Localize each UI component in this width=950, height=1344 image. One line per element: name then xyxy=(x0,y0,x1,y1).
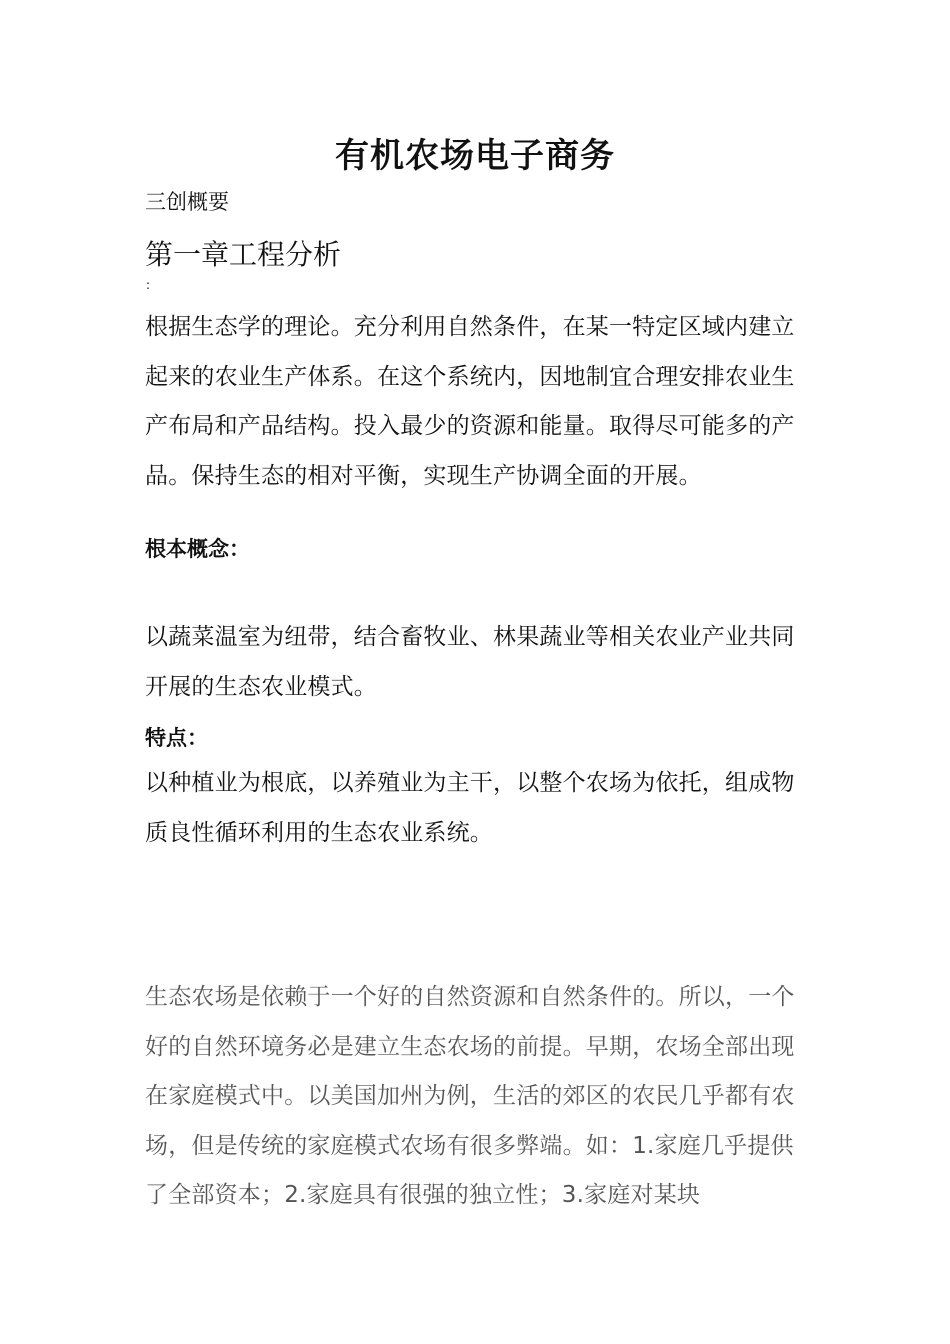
document-title: 有机农场电子商务 xyxy=(335,136,615,176)
features-paragraph: 以种植业为根底，以养殖业为主干，以整个农场为依托，组成物质良性循环利用的生态农业系统。 xyxy=(145,770,795,846)
chapter-heading: 第一章工程分析 xyxy=(145,238,342,271)
intro-paragraph: 根据生态学的理论。充分利用自然条件，在某一特定区域内建立起来的农业生产体系。在这个系统内，因地制宜合理安排农业生产布局和产品结构。投入最少的资源和能量。取得尽可能多的产品。保持生态的相对平衡，实现生产协调全面的开展。 xyxy=(145,314,795,489)
background-paragraph: 生态农场是依赖于一个好的自然资源和自然条件的。所以，一个好的自然环境务必是建立生态农场的前提。早期，农场全部出现在家庭模式中。以美国加州为例，生活的郊区的农民几乎都有农场，但是传统的家庭模式农场有很多弊端。如：1.家庭几乎提供了全部资本；2.家庭具有很强的独立性；3.家庭对某块 xyxy=(145,984,795,1208)
small-mark: : xyxy=(146,278,151,292)
concept-heading: 根本概念： xyxy=(145,537,250,561)
document-subtitle: 三创概要 xyxy=(145,190,229,214)
concept-paragraph: 以蔬菜温室为纽带，结合畜牧业、林果蔬业等相关农业产业共同开展的生态农业模式。 xyxy=(145,624,795,700)
features-heading: 特点： xyxy=(145,726,208,750)
